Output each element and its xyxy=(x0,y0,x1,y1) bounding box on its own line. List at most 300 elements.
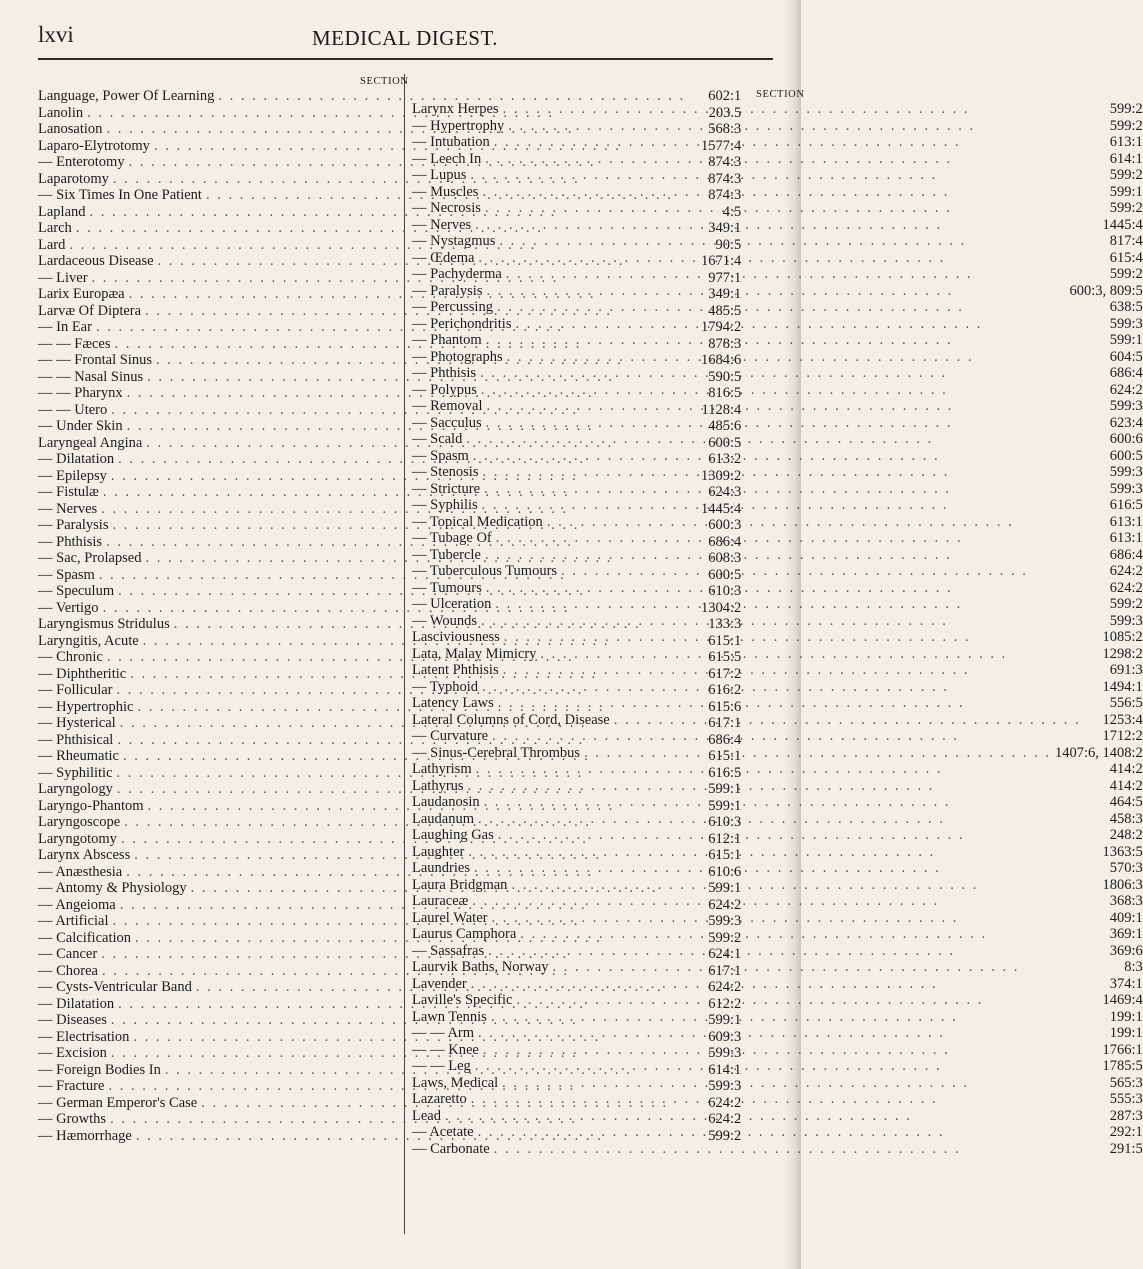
entry-section-ref: 612:2 xyxy=(708,995,742,1012)
leader-dots xyxy=(441,1108,1091,1125)
leader-dots xyxy=(478,464,1090,481)
entry-section-ref: 599:3 xyxy=(1109,398,1143,414)
entry-term: — Syphilis xyxy=(412,497,478,513)
entry-section-ref: 615:1 xyxy=(708,847,742,863)
leader-dots xyxy=(482,332,1091,349)
leader-dots xyxy=(477,382,1091,399)
entry-section-ref: 617:1 xyxy=(708,962,742,979)
leader-dots xyxy=(504,118,1091,135)
entry-term: — — Arm xyxy=(412,1025,475,1041)
entry-section-ref: 977:1 xyxy=(708,269,742,286)
entry-term: Lanolin xyxy=(38,104,84,121)
entry-term: — Pachyderma xyxy=(412,266,502,282)
entry-section-ref: 599:2 xyxy=(1109,266,1143,282)
index-entry xyxy=(412,118,1143,135)
entry-term: — Chorea xyxy=(38,962,98,979)
entry-section-ref: 291:5 xyxy=(1109,1140,1143,1157)
entry-section-ref: 624:3 xyxy=(708,484,742,500)
entry-term: Laryngoscope xyxy=(38,814,121,830)
entry-section-ref: 614:1 xyxy=(1109,150,1143,167)
entry-section-ref: 599:2 xyxy=(1109,596,1143,612)
entry-term: — Muscles xyxy=(412,183,479,200)
entry-term: — Lupus xyxy=(412,167,467,183)
entry-section-ref: 613:2 xyxy=(708,451,742,467)
index-entry xyxy=(412,101,1143,118)
entry-term: — Epilepsy xyxy=(38,467,107,484)
entry-section-ref: 458:3 xyxy=(1109,810,1143,827)
entry-section-ref: 369:1 xyxy=(1109,926,1143,942)
index-entry xyxy=(412,976,1143,993)
entry-section-ref: 613:1 xyxy=(1109,530,1143,546)
entry-section-ref: 1363:5 xyxy=(1102,843,1143,860)
section-label: SECTION xyxy=(360,76,409,87)
entry-section-ref: 1085:2 xyxy=(1102,629,1143,645)
entry-term: — Topical Medication xyxy=(412,513,543,530)
index-entry xyxy=(412,580,1143,597)
entry-term: Larvæ Of Diptera xyxy=(38,302,142,319)
entry-section-ref: 287:3 xyxy=(1109,1107,1143,1124)
entry-term: — — Frontal Sinus xyxy=(38,352,152,368)
entry-section-ref: 616:5 xyxy=(708,764,742,781)
entry-term: Lead xyxy=(412,1107,441,1124)
entry-section-ref: 8:3 xyxy=(1124,959,1143,975)
entry-term: — Phantom xyxy=(412,332,482,348)
entry-section-ref: 599:3 xyxy=(1109,464,1143,480)
entry-section-ref: 414:2 xyxy=(1109,761,1143,777)
leader-dots xyxy=(487,910,1090,927)
entry-section-ref: 374:1 xyxy=(1109,975,1143,992)
entry-section-ref: 599:1 xyxy=(708,781,742,797)
entry-section-ref: 610:6 xyxy=(708,863,742,880)
entry-term: — Percussing xyxy=(412,299,493,315)
entry-term: — Stricture xyxy=(412,480,481,497)
entry-term: — Rheumatic xyxy=(38,748,119,764)
index-entry xyxy=(412,167,1143,184)
leader-dots xyxy=(471,217,1091,234)
entry-section-ref: 248:2 xyxy=(1109,827,1143,843)
entry-term: — Removal xyxy=(412,398,483,414)
entry-term: — Hypertrophic xyxy=(38,698,134,715)
index-entry xyxy=(412,959,1143,976)
entry-section-ref: 624:2 xyxy=(1109,563,1143,579)
entry-section-ref: 617:1 xyxy=(708,715,742,731)
leader-dots xyxy=(481,547,1091,564)
index-entry xyxy=(412,860,1143,877)
leader-dots xyxy=(476,365,1091,382)
entry-section-ref: 686:4 xyxy=(1109,365,1143,381)
entry-section-ref: 599:3 xyxy=(708,1045,742,1061)
entry-term: Laughter xyxy=(412,843,465,860)
entry-term: Larix Europæa xyxy=(38,286,125,302)
entry-term: — Carbonate xyxy=(412,1140,490,1157)
entry-section-ref: 568:3 xyxy=(708,121,742,137)
entry-section-ref: 292:1 xyxy=(1109,1124,1143,1140)
leader-dots xyxy=(499,101,1091,118)
index-entry xyxy=(412,910,1143,927)
section-label: SECTION xyxy=(756,89,805,100)
entry-section-ref: 369:6 xyxy=(1109,942,1143,959)
entry-section-ref: 1806:3 xyxy=(1102,876,1143,893)
index-entry xyxy=(412,398,1143,415)
entry-term: — Paralysis xyxy=(412,282,483,299)
entry-term: — Wounds xyxy=(412,612,478,629)
leader-dots xyxy=(480,794,1091,811)
leader-dots xyxy=(467,1091,1091,1108)
index-entry xyxy=(412,184,1143,201)
entry-section-ref: 199:1 xyxy=(1109,1008,1143,1025)
leader-dots xyxy=(479,1042,1091,1059)
entry-section-ref: 617:2 xyxy=(708,665,742,682)
entry-section-ref: 599:3 xyxy=(1109,612,1143,629)
entry-term: — Chronic xyxy=(38,649,103,665)
index-entry xyxy=(412,662,1143,679)
leader-dots xyxy=(464,844,1090,861)
leader-dots xyxy=(507,877,1090,894)
index-entry xyxy=(412,1141,1143,1158)
entry-section-ref: 565:3 xyxy=(1109,1074,1143,1091)
entry-term: Lard xyxy=(38,236,66,253)
entry-section-ref: 1577:4 xyxy=(700,137,742,154)
leader-dots xyxy=(490,134,1091,151)
entry-section-ref: 1309:2 xyxy=(700,467,742,484)
entry-term: Laryngitis, Acute xyxy=(38,632,139,649)
entry-section-ref: 1794:2 xyxy=(700,319,742,335)
entry-term: — Sac, Prolapsed xyxy=(38,550,142,566)
entry-section-ref: 599:1 xyxy=(708,1012,742,1028)
index-entry xyxy=(412,844,1143,861)
entry-term: Laparo-Elytrotomy xyxy=(38,137,150,154)
entry-section-ref: 599:1 xyxy=(708,797,742,814)
entry-term: Lateral Columns of Cord, Disease xyxy=(412,711,610,728)
leader-dots xyxy=(500,629,1091,646)
entry-term: — Œdema xyxy=(412,249,475,266)
entry-term: — Anæsthesia xyxy=(38,863,123,880)
leader-dots xyxy=(471,1058,1091,1075)
entry-section-ref: 556:5 xyxy=(1109,695,1143,711)
index-entry xyxy=(412,547,1143,564)
entry-section-ref: 624:2 xyxy=(708,1111,742,1127)
entry-term: — Syphilitic xyxy=(38,764,113,781)
entry-term: — — Knee xyxy=(412,1041,479,1058)
entry-term: — Tumours xyxy=(412,579,482,596)
entry-section-ref: 599:1 xyxy=(1109,183,1143,200)
index-entry xyxy=(412,134,1143,151)
entry-term: — Tuberculous Tumours xyxy=(412,563,558,579)
leader-dots xyxy=(490,1141,1091,1158)
entry-section-ref: 686:4 xyxy=(708,533,742,550)
index-entry xyxy=(412,316,1143,333)
index-entry xyxy=(412,728,1143,745)
entry-term: — Cancer xyxy=(38,946,98,962)
entry-section-ref: 349:1 xyxy=(708,286,742,302)
entry-term: — Nerves xyxy=(38,500,98,517)
page-number: lxvi xyxy=(38,22,74,47)
entry-section-ref: 464:5 xyxy=(1109,794,1143,810)
index-entry xyxy=(412,695,1143,712)
leader-dots xyxy=(478,497,1091,514)
index-entry xyxy=(412,1124,1143,1141)
entry-term: Laudanum xyxy=(412,810,475,827)
leader-dots xyxy=(536,646,1090,663)
entry-term: — Hysterical xyxy=(38,715,116,731)
index-entry xyxy=(412,646,1143,663)
leader-dots xyxy=(493,299,1091,316)
entry-term: — Vertigo xyxy=(38,599,99,616)
entry-term: Lavender xyxy=(412,975,467,992)
index-entry xyxy=(412,629,1143,646)
entry-term: — Enterotomy xyxy=(38,154,125,170)
entry-section-ref: 600:5 xyxy=(708,434,742,451)
index-entry xyxy=(412,745,1143,762)
index-entry xyxy=(412,365,1143,382)
entry-term: — Sassafras xyxy=(412,942,485,959)
entry-section-ref: 1445:4 xyxy=(1102,216,1143,233)
entry-term: — Spasm xyxy=(412,447,469,464)
entry-term: Latency Laws xyxy=(412,695,494,711)
leader-dots xyxy=(610,712,1091,729)
entry-term: — Curvature xyxy=(412,728,489,744)
index-entry xyxy=(412,151,1143,168)
leader-dots xyxy=(516,926,1090,943)
entry-term: Laryngotomy xyxy=(38,830,117,847)
entry-term: — Growths xyxy=(38,1111,107,1127)
leader-dots xyxy=(484,943,1091,960)
entry-section-ref: 600:3, 809:5 xyxy=(1069,282,1143,299)
entry-section-ref: 599:2 xyxy=(708,929,742,946)
entry-term: — Acetate xyxy=(412,1124,474,1140)
entry-term: Laurel Water xyxy=(412,909,488,926)
entry-term: — — Leg xyxy=(412,1058,471,1074)
entry-term: — Ulceration xyxy=(412,596,492,612)
entry-section-ref: 874:3 xyxy=(708,154,742,170)
index-entry xyxy=(412,1025,1143,1042)
index-entry xyxy=(412,1058,1143,1075)
leader-dots xyxy=(481,200,1091,217)
entry-section-ref: 599:3 xyxy=(708,913,742,929)
leader-dots xyxy=(498,1075,1091,1092)
entry-term: — Excision xyxy=(38,1045,107,1061)
entry-term: — Dilatation xyxy=(38,995,115,1012)
leader-dots xyxy=(470,860,1091,877)
entry-section-ref: 604:5 xyxy=(1109,348,1143,365)
leader-dots xyxy=(495,233,1090,250)
entry-section-ref: 817:4 xyxy=(1109,233,1143,249)
entry-section-ref: 1785:5 xyxy=(1102,1058,1143,1074)
entry-section-ref: 1712:2 xyxy=(1102,728,1143,744)
leader-dots xyxy=(482,415,1091,432)
entry-section-ref: 624:2 xyxy=(1109,381,1143,398)
entry-section-ref: 623:4 xyxy=(1109,414,1143,431)
entry-section-ref: 624:2 xyxy=(708,979,742,995)
index-entry xyxy=(412,1108,1143,1125)
entry-section-ref: 485:5 xyxy=(708,302,742,319)
entry-section-ref: 615:6 xyxy=(708,698,742,715)
index-entry xyxy=(412,778,1143,795)
entry-section-ref: 1253:4 xyxy=(1102,711,1143,728)
entry-section-ref: 600:3 xyxy=(708,517,742,533)
entry-term: — Foreign Bodies In xyxy=(38,1061,161,1078)
index-entry xyxy=(412,992,1143,1009)
index-entry xyxy=(412,761,1143,778)
leader-dots xyxy=(462,431,1090,448)
entry-term: — Hypertrophy xyxy=(412,117,505,134)
entry-term: Lardaceous Disease xyxy=(38,253,154,269)
entry-section-ref: 599:3 xyxy=(1109,315,1143,332)
running-title: MEDICAL DIGEST. xyxy=(312,26,498,50)
entry-term: Laughing Gas xyxy=(412,827,494,843)
entry-term: — Stenosis xyxy=(412,464,479,480)
index-entry xyxy=(412,596,1143,613)
leader-dots xyxy=(487,1009,1091,1026)
entry-term: — Sacculus xyxy=(412,414,482,431)
entry-section-ref: 599:2 xyxy=(1109,167,1143,183)
entry-term: — — Utero xyxy=(38,401,108,418)
index-entry xyxy=(412,464,1143,481)
entry-section-ref: 599:1 xyxy=(708,880,742,896)
entry-section-ref: 368:3 xyxy=(1109,893,1143,909)
leader-dots xyxy=(491,596,1090,613)
leader-dots xyxy=(464,778,1091,795)
entry-term: Laparotomy xyxy=(38,170,109,187)
entry-term: — Electrisation xyxy=(38,1028,130,1045)
leader-dots xyxy=(474,811,1091,828)
leader-dots xyxy=(494,827,1091,844)
leader-dots xyxy=(482,283,1069,300)
leader-dots xyxy=(478,679,1091,696)
entry-term: Lauraceæ xyxy=(412,893,469,909)
entry-term: — Dilatation xyxy=(38,451,115,467)
entry-term: Laws, Medical xyxy=(412,1074,499,1091)
entry-term: — In Ear xyxy=(38,319,92,335)
index-entry xyxy=(412,497,1143,514)
entry-list xyxy=(412,101,1143,1157)
leader-dots xyxy=(474,1124,1091,1141)
leader-dots xyxy=(512,992,1090,1009)
index-entry xyxy=(412,712,1143,729)
entry-term: Laurus Camphora xyxy=(412,926,517,942)
entry-section-ref: 610:3 xyxy=(708,583,742,599)
index-entry xyxy=(412,679,1143,696)
leader-dots xyxy=(580,745,1055,762)
entry-section-ref: 600:5 xyxy=(1109,447,1143,464)
entry-term: — Leech In xyxy=(412,150,482,167)
index-entry xyxy=(412,382,1143,399)
leader-dots xyxy=(503,349,1091,366)
index-entry xyxy=(412,233,1143,250)
entry-term: — Angeioma xyxy=(38,896,116,913)
entry-section-ref: 1304:2 xyxy=(700,599,742,616)
entry-section-ref: 599:1 xyxy=(1109,332,1143,348)
index-entry xyxy=(412,448,1143,465)
entry-term: — Tubercle xyxy=(412,546,481,563)
entry-section-ref: 599:3 xyxy=(708,1078,742,1094)
entry-term: — Speculum xyxy=(38,583,115,599)
entry-section-ref: 90:5 xyxy=(715,236,742,253)
entry-term: — Diseases xyxy=(38,1012,107,1028)
entry-term: — — Nasal Sinus xyxy=(38,368,144,385)
entry-term: — Six Times In One Patient xyxy=(38,187,202,203)
entry-term: Lapland xyxy=(38,203,86,220)
entry-section-ref: 616:5 xyxy=(1109,497,1143,513)
entry-term: — Fistulæ xyxy=(38,484,99,500)
entry-section-ref: 816:5 xyxy=(708,385,742,401)
index-entry xyxy=(412,893,1143,910)
entry-term: — Nystagmus xyxy=(412,233,496,249)
entry-section-ref: 615:4 xyxy=(1109,249,1143,266)
entry-term: Lawn Tennis xyxy=(412,1008,487,1025)
entry-section-ref: 609:3 xyxy=(708,1028,742,1045)
entry-section-ref: 615:5 xyxy=(708,649,742,665)
entry-term: — Diphtheritic xyxy=(38,665,127,682)
index-entry xyxy=(412,811,1143,828)
entry-term: Latent Phthisis xyxy=(412,662,499,678)
entry-term: — — Fæces xyxy=(38,335,111,352)
entry-term: Lata, Malay Mimicry xyxy=(412,645,537,662)
entry-section-ref: 600:6 xyxy=(1109,431,1143,447)
entry-section-ref: 1494:1 xyxy=(1102,678,1143,695)
entry-term: Laura Bridgman xyxy=(412,876,508,893)
entry-term: Laryngology xyxy=(38,781,113,797)
entry-section-ref: 615:1 xyxy=(708,748,742,764)
entry-term: — Perichondritis xyxy=(412,315,512,332)
entry-term: Lazaretto xyxy=(412,1091,467,1107)
leader-dots xyxy=(477,613,1091,630)
index-entry xyxy=(412,514,1143,531)
index-entry xyxy=(412,217,1143,234)
entry-section-ref: 624:2 xyxy=(1109,579,1143,596)
entry-section-ref: 613:1 xyxy=(1109,513,1143,530)
entry-section-ref: 570:3 xyxy=(1109,860,1143,876)
header-rule xyxy=(38,58,773,60)
index-entry xyxy=(412,299,1143,316)
index-entry xyxy=(412,1091,1143,1108)
entry-section-ref: 1407:6, 1408:2 xyxy=(1054,744,1143,761)
entry-section-ref: 414:2 xyxy=(1109,777,1143,794)
entry-term: Laundries xyxy=(412,860,470,876)
index-entry xyxy=(412,1009,1143,1026)
entry-section-ref: 485:6 xyxy=(708,418,742,434)
index-entry xyxy=(412,877,1143,894)
entry-section-ref: 624:2 xyxy=(708,1094,742,1111)
entry-term: Laryngismus Stridulus xyxy=(38,616,170,632)
entry-section-ref: 599:2 xyxy=(708,1127,742,1144)
entry-term: — Necrosis xyxy=(412,200,481,216)
leader-dots xyxy=(474,1025,1091,1042)
entry-section-ref: 1469:4 xyxy=(1102,992,1143,1008)
entry-term: — Artificial xyxy=(38,913,109,929)
entry-section-ref: 874:3 xyxy=(708,170,742,187)
entry-term: Laurvik Baths, Norway xyxy=(412,959,549,975)
entry-section-ref: 1766:1 xyxy=(1102,1041,1143,1058)
entry-section-ref: 600:5 xyxy=(708,566,742,583)
entry-section-ref: 599:2 xyxy=(1109,101,1143,117)
entry-term: — — Pharynx xyxy=(38,385,123,401)
leader-dots xyxy=(492,530,1091,547)
entry-term: — Scald xyxy=(412,431,463,447)
entry-section-ref: 555:3 xyxy=(1109,1091,1143,1107)
leader-dots xyxy=(549,959,1091,976)
entry-section-ref: 610:3 xyxy=(708,814,742,830)
index-entry xyxy=(412,1075,1143,1092)
entry-section-ref: 133:3 xyxy=(708,616,742,632)
entry-term: — Phthisical xyxy=(38,731,114,748)
entry-section-ref: 878:3 xyxy=(708,335,742,352)
entry-term: — Nerves xyxy=(412,216,472,233)
entry-term: — Paralysis xyxy=(38,517,109,533)
entry-term: — Intubation xyxy=(412,134,490,150)
entry-term: Larynx Abscess xyxy=(38,847,131,863)
index-entry xyxy=(412,563,1143,580)
